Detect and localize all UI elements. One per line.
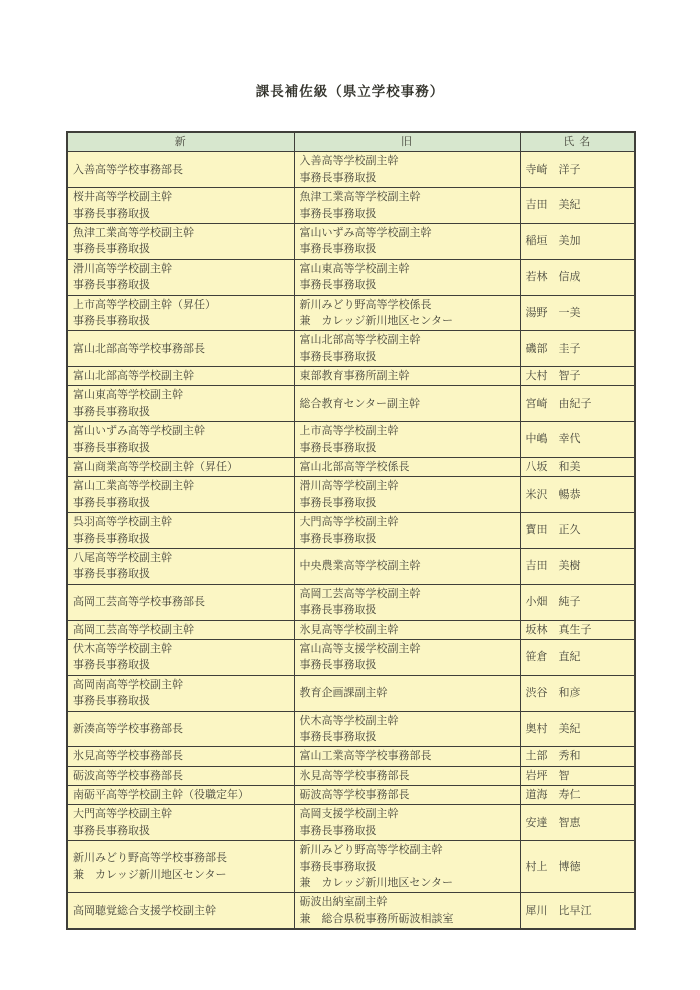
cell-person-name [520,841,635,893]
cell-line: 犀川 比早江 [525,904,592,917]
cell-person-name [520,584,635,620]
cell-line: 事務長事務取扱 [299,279,377,292]
cell-new-position [67,805,294,841]
cell-line: 土部 秀和 [525,750,581,763]
cell-new-position [67,223,294,259]
cell-line: 事務長事務取扱 [73,568,150,581]
cell-new-position [67,188,294,224]
cell-old-position [294,513,520,549]
table-row [67,786,635,805]
cell-person-name [520,747,635,766]
table-row [67,367,635,386]
cell-line: 事務長事務取扱 [73,695,150,708]
cell-new-position [67,477,294,513]
cell-person-name [520,786,635,805]
cell-line: 吉田 美樹 [525,560,581,573]
cell-line: 上市高等学校副主幹 [299,425,399,438]
cell-new-position [67,152,294,188]
cell-line: 入善高等学校副主幹 [299,155,399,168]
cell-old-position [294,223,520,259]
table-row [67,549,635,585]
cell-new-position [67,259,294,295]
table-row [67,747,635,766]
cell-person-name [520,223,635,259]
cell-line: 兼 カレッジ新川地区センター [299,314,453,327]
cell-line: 砺波高等学校事務部長 [299,789,410,802]
cell-new-position [67,675,294,711]
cell-line: 富山北部高等学校事務部長 [73,342,205,355]
cell-line: 岩坪 智 [525,769,570,782]
cell-old-position [294,477,520,513]
cell-line: 高岡工芸高等学校副主幹 [73,623,194,636]
cell-old-position [294,786,520,805]
cell-new-position [67,386,294,422]
cell-old-position [294,747,520,766]
header-name: 氏 名 [520,132,635,152]
cell-line: 高岡工芸高等学校事務部長 [73,595,205,608]
cell-line: 事務長事務取扱 [299,441,377,454]
cell-line: 高岡工芸高等学校副主幹 [299,587,421,600]
cell-person-name [520,188,635,224]
cell-old-position [294,549,520,585]
cell-line: 兼 カレッジ新川地区センター [299,877,453,890]
cell-line: 新湊高等学校事務部長 [73,722,183,735]
cell-old-position [294,259,520,295]
cell-line: 事務長事務取扱 [299,350,377,363]
cell-line: 磯部 圭子 [525,342,581,355]
cell-line: 事務長事務取扱 [299,171,377,184]
cell-new-position [67,367,294,386]
cell-line: 富山北部高等学校副主幹 [299,334,421,347]
cell-line: 氷見高等学校副主幹 [299,623,399,636]
cell-person-name [520,152,635,188]
cell-old-position [294,295,520,331]
cell-person-name [520,893,635,929]
cell-line: 高岡南高等学校副主幹 [73,678,183,691]
cell-new-position [67,584,294,620]
cell-line: 事務長事務取扱 [299,532,377,545]
table-row [67,841,635,893]
cell-line: 事務長事務取扱 [73,496,150,509]
cell-new-position [67,711,294,747]
cell-line: 事務長事務取扱 [299,207,377,220]
cell-old-position [294,386,520,422]
cell-line: 南砺平高等学校副主幹（役職定年） [73,789,249,802]
table-row [67,259,635,295]
cell-line: 事務長事務取扱 [73,207,150,220]
cell-old-position [294,152,520,188]
cell-line: 魚津工業高等学校副主幹 [73,226,194,239]
cell-new-position [67,841,294,893]
cell-line: 桜井高等学校副主幹 [73,191,172,204]
cell-line: 中嶋 幸代 [525,433,581,446]
cell-line: 氷見高等学校事務部長 [299,769,410,782]
cell-person-name [520,675,635,711]
cell-line: 奥村 美紀 [525,722,581,735]
cell-line: 新川みどり野高等学校事務部長 [73,852,227,865]
cell-line: 事務長事務取扱 [299,659,377,672]
cell-person-name [520,458,635,477]
cell-new-position [67,639,294,675]
cell-line: 小畑 純子 [525,595,581,608]
cell-old-position [294,584,520,620]
table-row [67,675,635,711]
cell-new-position [67,766,294,785]
cell-line: 事務長事務取扱 [73,243,150,256]
cell-line: 笹倉 直紀 [525,651,581,664]
cell-old-position [294,458,520,477]
cell-line: 事務長事務取扱 [73,824,150,837]
cell-line: 富山高等支援学校副主幹 [299,642,421,655]
cell-person-name [520,766,635,785]
table-row [67,188,635,224]
cell-line: 中央農業高等学校副主幹 [299,560,421,573]
cell-line: 新川みどり野高等学校係長 [299,298,432,311]
cell-line: 富山工業高等学校副主幹 [73,480,194,493]
cell-old-position [294,620,520,639]
cell-old-position [294,841,520,893]
cell-person-name [520,639,635,675]
table-row [67,893,635,929]
cell-line: 兼 カレッジ新川地区センター [73,868,227,881]
cell-line: 滑川高等学校副主幹 [299,480,399,493]
cell-line: 寺崎 洋子 [525,163,581,176]
cell-line: 大村 智子 [525,370,581,383]
cell-line: 事務長事務取扱 [299,604,377,617]
cell-line: 事務長事務取扱 [299,496,377,509]
cell-line: 事務長事務取扱 [73,405,150,418]
cell-line: 富山東高等学校副主幹 [299,262,410,275]
cell-new-position [67,620,294,639]
cell-person-name [520,331,635,367]
cell-line: 滑川高等学校副主幹 [73,262,172,275]
page-title: 課長補佐級（県立学校事務） [255,84,445,99]
cell-old-position [294,331,520,367]
cell-line: 大門高等学校副主幹 [299,516,399,529]
cell-line: 事務長事務取扱 [299,824,377,837]
cell-person-name [520,620,635,639]
table-row [67,331,635,367]
cell-line: 教育企画課副主幹 [299,686,388,699]
table-header [67,132,635,152]
cell-old-position [294,893,520,929]
cell-line: 新川みどり野高等学校副主幹 [299,844,443,857]
cell-old-position [294,711,520,747]
cell-line: 伏木高等学校副主幹 [73,642,172,655]
cell-line: 稲垣 美加 [525,235,581,248]
cell-line: 富山北部高等学校副主幹 [73,370,194,383]
table-row [67,386,635,422]
cell-line: 八坂 和美 [525,461,581,474]
cell-line: 米沢 暢恭 [525,488,581,501]
cell-line: 事務長事務取扱 [73,532,150,545]
cell-line: 伏木高等学校副主幹 [299,714,399,727]
table-row [67,711,635,747]
cell-line: 呉羽高等学校副主幹 [73,516,172,529]
header-row [67,132,635,152]
cell-line: 湯野 一美 [525,306,581,319]
cell-line: 安達 智恵 [525,816,581,829]
cell-new-position [67,747,294,766]
table-row [67,584,635,620]
cell-person-name [520,513,635,549]
cell-line: 魚津工業高等学校副主幹 [299,191,421,204]
cell-line: 富山商業高等学校副主幹（昇任） [73,461,238,474]
cell-line: 事務長事務取扱 [73,314,150,327]
table-row [67,458,635,477]
cell-person-name [520,295,635,331]
cell-person-name [520,367,635,386]
cell-person-name [520,711,635,747]
cell-line: 事務長事務取扱 [299,860,377,873]
cell-line: 渋谷 和彦 [525,686,581,699]
cell-line: 八尾高等学校副主幹 [73,552,172,564]
cell-new-position [67,458,294,477]
cell-line: 富山東高等学校副主幹 [73,389,183,402]
cell-person-name [520,549,635,585]
cell-line: 砺波高等学校事務部長 [73,769,183,782]
cell-old-position [294,805,520,841]
table-body [67,152,635,929]
cell-new-position [67,513,294,549]
cell-line: 坂林 真生子 [525,623,592,636]
cell-person-name [520,386,635,422]
table-row [67,513,635,549]
cell-line: 兼 総合県税事務所砺波相談室 [299,912,454,925]
cell-line: 総合教育センター副主幹 [299,397,421,410]
cell-old-position [294,766,520,785]
cell-old-position [294,188,520,224]
table-row [67,477,635,513]
cell-person-name [520,259,635,295]
cell-line: 砺波出納室副主幹 [299,896,388,909]
cell-line: 事務長事務取扱 [73,441,150,454]
cell-line: 富山いずみ高等学校副主幹 [73,425,205,438]
cell-line: 事務長事務取扱 [299,730,377,743]
table-row [67,152,635,188]
cell-line: 高岡支援学校副主幹 [299,808,399,821]
cell-person-name [520,805,635,841]
table-row [67,422,635,458]
cell-person-name [520,477,635,513]
table-row [67,766,635,785]
cell-line: 事務長事務取扱 [73,659,150,672]
cell-old-position [294,367,520,386]
table-row [67,639,635,675]
table-row [67,223,635,259]
cell-line: 寳田 正久 [525,524,581,537]
cell-line: 若林 信成 [525,270,581,283]
cell-line: 上市高等学校副主幹（昇任） [73,298,216,311]
cell-new-position [67,422,294,458]
cell-line: 事務長事務取扱 [299,243,377,256]
cell-line: 村上 博徳 [525,860,581,873]
table-row [67,295,635,331]
header-old: 旧 [294,132,520,152]
cell-person-name [520,422,635,458]
cell-new-position [67,295,294,331]
personnel-transfer-table [66,131,636,930]
cell-line: 大門高等学校副主幹 [73,808,172,821]
cell-line: 高岡聴覚総合支援学校副主幹 [73,904,216,917]
cell-line: 事務長事務取扱 [73,279,150,292]
cell-old-position [294,422,520,458]
cell-line: 富山北部高等学校係長 [299,461,410,474]
cell-new-position [67,893,294,929]
cell-line: 氷見高等学校事務部長 [73,750,183,763]
cell-line: 宮崎 由紀子 [525,397,592,410]
cell-new-position [67,786,294,805]
cell-line: 東部教育事務所副主幹 [299,370,410,383]
cell-line: 富山いずみ高等学校副主幹 [299,226,432,239]
cell-line: 道海 寿仁 [525,789,581,802]
cell-line: 入善高等学校事務部長 [73,163,183,176]
header-new: 新 [67,132,294,152]
cell-old-position [294,675,520,711]
cell-old-position [294,639,520,675]
table-row [67,805,635,841]
cell-new-position [67,549,294,585]
table-row [67,620,635,639]
cell-new-position [67,331,294,367]
cell-line: 富山工業高等学校事務部長 [299,750,432,763]
cell-line: 吉田 美紀 [525,199,581,212]
